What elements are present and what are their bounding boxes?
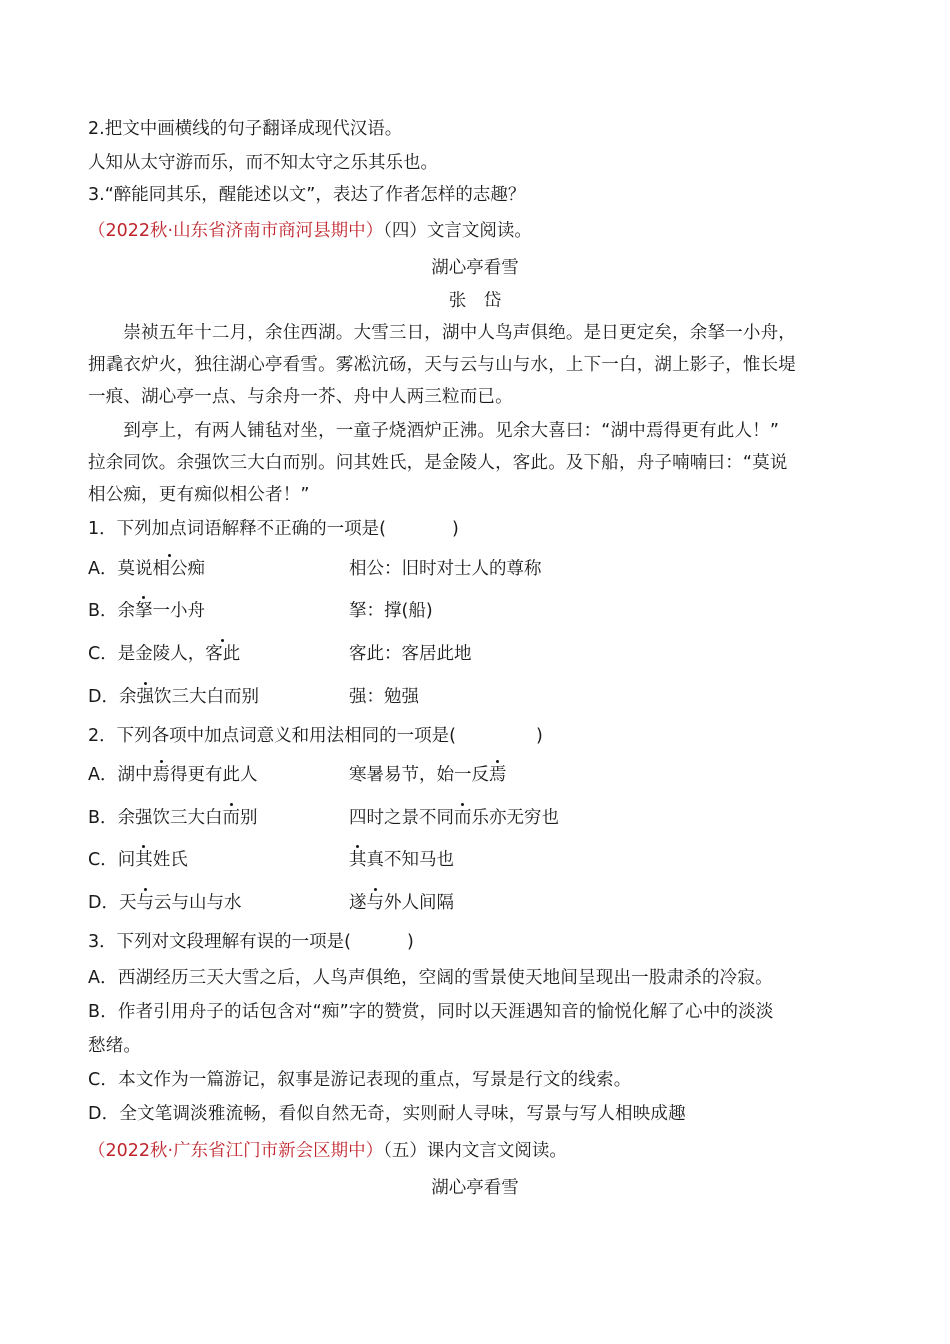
mcq3-option-d: D．全文笔调淡雅流畅，看似自然无奇，实则耐人寻味，写景与写人相映成趣 [88,1104,686,1124]
dotted-word: 强 [136,682,154,712]
mcq2-stem [88,721,868,751]
section-heading-5 [88,1136,868,1166]
dotted-word: 与 [367,888,385,918]
article-title: 湖心亭看雪 [431,258,519,278]
dotted-word: 焉 [152,760,170,790]
paragraph-line: 相公痴，更有痴似相公者！” [88,485,310,505]
section-source: （2022秋·广东省江门市新会区期中） [88,1141,384,1161]
mcq1-option-d: D．余强饮三大白而别 [88,682,259,712]
question-sentence: 人知从太守游而乐，而不知太守之乐其乐也。 [88,153,438,173]
mcq1-stem-text: 1．下列加点词语解释不正确的一项是( [88,519,386,539]
mcq2-option-b: B．余强饮三大白而别 [88,803,258,833]
mcq1-explain-b: 拏：撑(船) [349,601,433,621]
mcq3-stem-text: 3．下列对文段理解有误的一项是( [88,932,351,952]
section-source: （2022秋·山东省济南市商河县期中） [88,221,384,241]
mcq1-option-c: C．是金陵人，客此 [88,639,240,669]
paragraph-line: 崇祯五年十二月，余住西湖。大雪三日，湖中人鸟声俱绝。是日更定矣，余拏一小舟， [88,323,796,343]
section-heading-4 [88,216,868,246]
mcq3-stem [88,927,868,957]
mcq3-stem-end: ) [406,932,414,952]
mcq1-option-b: B．余拏一小舟 [88,596,205,626]
question-translate: 2.把文中画横线的句子翻译成现代汉语。 [88,119,403,139]
paragraph-line: 一痕、湖心亭一点、与余舟一芥、舟中人两三粒而已。 [88,387,513,407]
dotted-word: 而 [223,803,241,833]
dotted-word: 相公 [152,554,187,584]
mcq2-stem-end: ) [535,726,543,746]
paragraph-line: 到亭上，有两人铺毡对坐，一童子烧酒炉正沸。见余大喜曰：“湖中焉得更有此人！” [88,421,780,441]
mcq2-stem-text: 2．下列各项中加点词意义和用法相同的一项是( [88,726,456,746]
mcq3-option-b: B．作者引用舟子的话包含对“痴”字的赞赏，同时以天涯遇知音的愉悦化解了心中的淡淡 [88,1002,774,1022]
dotted-word: 焉 [489,760,507,790]
article-author: 张 岱 [448,291,502,311]
dotted-word: 客此 [205,639,240,669]
mcq2-option-d: D．天与云与山与水 [88,888,241,918]
article-title-2: 湖心亭看雪 [431,1178,519,1198]
mcq3-option-c: C．本文作为一篇游记，叙事是游记表现的重点，写景是行文的线索。 [88,1070,632,1090]
mcq1-stem [88,514,868,544]
question-interest: 3.“醉能同其乐，醒能述以文”，表达了作者怎样的志趣？ [88,185,526,205]
mcq1-explain-c: 客此：客居此地 [349,644,472,664]
mcq1-stem-end: ) [451,519,459,539]
dotted-word: 拏 [135,596,153,626]
mcq1-option-a: A．莫说相公痴 [88,554,205,584]
mcq3-option-a: A．西湖经历三天大雪之后，人鸟声俱绝，空阔的雪景使天地间呈现出一股肃杀的冷寂。 [88,968,773,988]
paragraph-line: 拉余同饮。余强饮三大白而别。问其姓氏，是金陵人，客此。及下船，舟子喃喃曰：“莫说 [88,453,788,473]
section-label: （五）课内文言文阅读。 [383,1141,567,1161]
dotted-word: 而 [454,803,472,833]
dotted-word: 其 [349,845,367,875]
mcq2-compare-a: 寒暑易节，始一反焉 [349,760,507,790]
section-label: （四）文言文阅读。 [383,221,532,241]
mcq2-compare-c: 其真不知马也 [349,845,454,875]
mcq2-compare-b: 四时之景不同而乐亦无穷也 [349,803,559,833]
paragraph-line: 拥毳衣炉火，独往湖心亭看雪。雾凇沆砀，天与云与山与水，上下一白，湖上影子，惟长堤 [88,355,796,375]
mcq2-option-c: C．问其姓氏 [88,845,188,875]
mcq2-option-a: A．湖中焉得更有此人 [88,760,257,790]
mcq1-explain-a: 相公：旧时对士人的尊称 [349,559,542,579]
mcq3-option-b-cont: 愁绪。 [88,1036,142,1056]
mcq2-compare-d: 遂与外人间隔 [349,888,454,918]
mcq1-explain-d: 强：勉强 [349,687,419,707]
dotted-word: 其 [135,845,153,875]
dotted-word: 与 [136,888,154,918]
